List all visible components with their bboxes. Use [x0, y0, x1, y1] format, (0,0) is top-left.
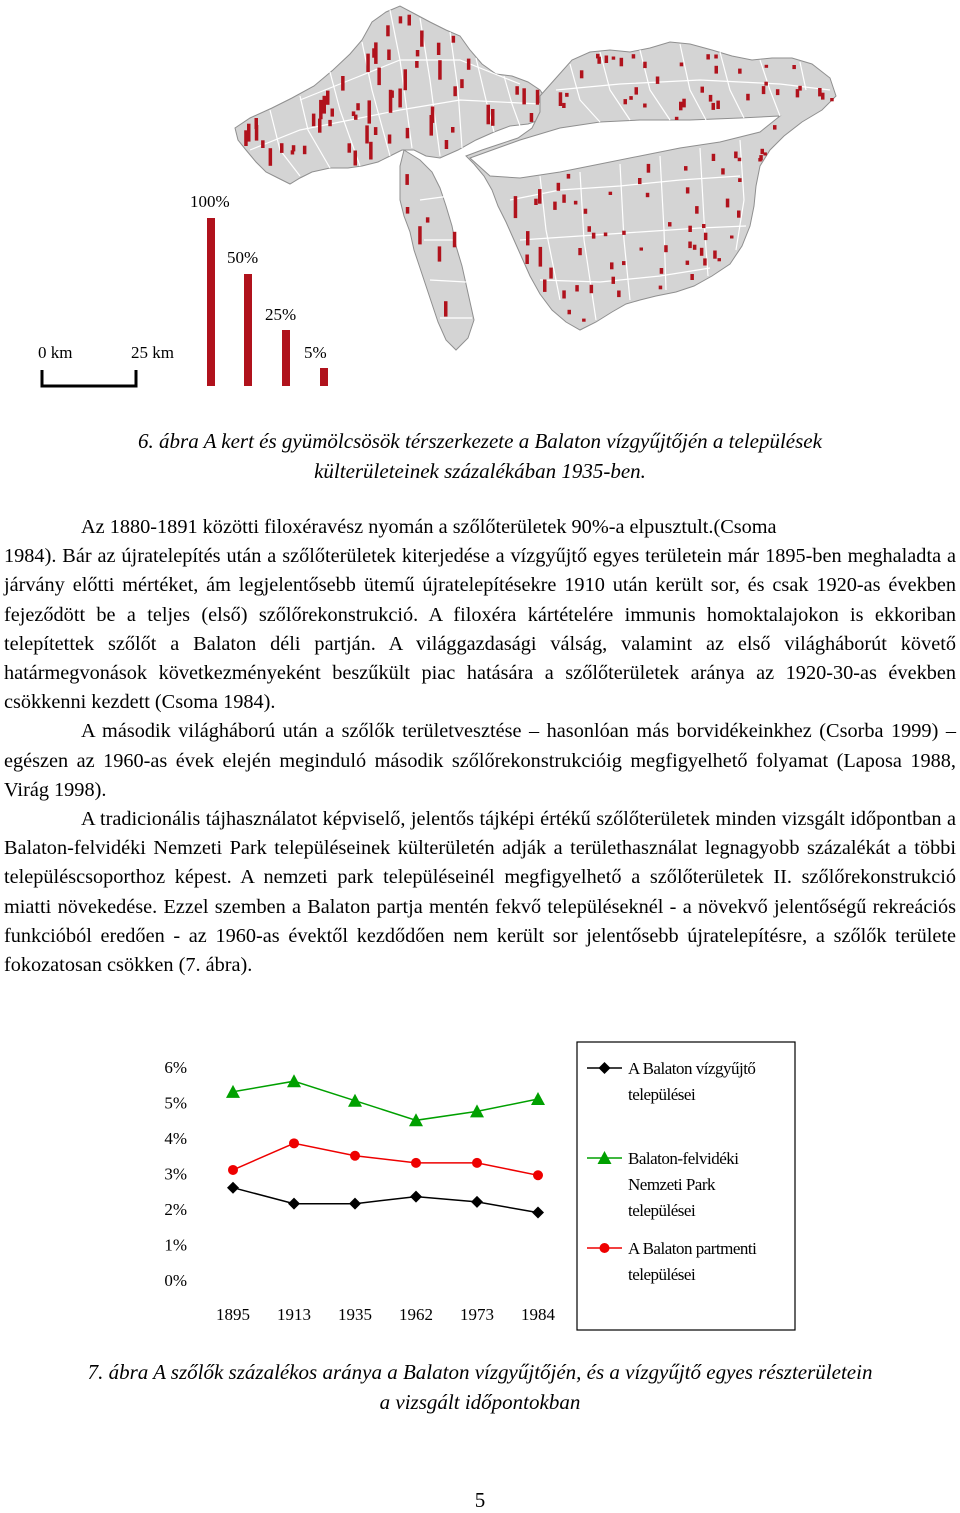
legend-label: települései [628, 1201, 696, 1220]
data-point-circle [472, 1158, 482, 1168]
map-vineyard-bar [326, 91, 330, 105]
map-vineyard-bar [596, 54, 600, 59]
y-tick-label: 3% [164, 1164, 187, 1184]
map-vineyard-bar [617, 291, 621, 298]
map-vineyard-bar [451, 127, 455, 133]
map-vineyard-bar [659, 286, 663, 290]
map-vineyard-bar [559, 92, 563, 106]
map-vineyard-bar [620, 58, 624, 67]
map-vineyard-bar [609, 192, 613, 195]
map-vineyard-bar [269, 148, 273, 166]
data-point-circle [228, 1165, 238, 1175]
map-legend [38, 192, 328, 386]
map-vineyard-bar [695, 206, 699, 214]
map-vineyard-bar [567, 174, 571, 179]
map-vineyard-bar [578, 248, 582, 255]
map-vineyard-bar [765, 65, 769, 68]
figure-7-caption-line-1: 7. ábra A szőlők százalékos aránya a Balaton vízgyűjtőjén, és a vízgyűjtő egyes részterületein [87, 1360, 873, 1384]
map-vineyard-bar [431, 107, 435, 123]
map-vineyard-bar [416, 50, 420, 56]
map-vineyard-bar [746, 94, 750, 101]
map-vineyard-bar [377, 68, 381, 86]
map-vineyard-bar [562, 290, 566, 298]
map-vineyard-bar [682, 99, 686, 108]
map-vineyard-bar [386, 25, 390, 36]
x-tick-label: 1935 [338, 1305, 372, 1324]
map-vineyard-bar [643, 62, 647, 68]
map-vineyard-bar [525, 255, 529, 265]
map-vineyard-bar [582, 319, 586, 322]
map-vineyard-bar [701, 87, 705, 93]
map-vineyard-bar [675, 117, 679, 120]
data-point-diamond [410, 1191, 422, 1203]
map-vineyard-bar [565, 93, 569, 97]
legend-label: települései [628, 1265, 696, 1284]
map-vineyard-bar [399, 16, 403, 23]
map-vineyard-bar [604, 233, 608, 237]
map-vineyard-bar [712, 154, 716, 161]
chart-axes [164, 1058, 555, 1324]
map-vineyard-bar [453, 86, 457, 96]
map-vineyard-bar [319, 100, 323, 119]
map-vineyard-bar [776, 89, 780, 95]
map-vineyard-bar [387, 50, 391, 61]
map-vineyard-bar [737, 211, 741, 218]
map-vineyard-bar [773, 125, 777, 130]
map-vineyard-bar [522, 88, 526, 104]
map-vineyard-bar [562, 195, 566, 203]
map-vineyard-bar [690, 274, 694, 280]
map-vineyard-bar [622, 261, 626, 265]
map-vineyard-bar [643, 104, 647, 108]
data-point-diamond [288, 1198, 300, 1210]
map-vineyard-bar [372, 48, 376, 57]
legend-label: Balaton-felvidéki [628, 1149, 739, 1168]
figure-6-caption-line-1: 6. ábra A kert és gyümölcsösök térszerkezete a Balaton vízgyűjtőjén a települések [138, 429, 822, 453]
map-vineyard-bar [453, 232, 457, 248]
map-vineyard-bar [418, 226, 422, 244]
map-vineyard-bar [638, 178, 642, 184]
map-vineyard-bar [622, 231, 626, 235]
map-vineyard-bar [318, 119, 322, 133]
map-vineyard-bar [610, 262, 614, 269]
data-point-circle [350, 1151, 360, 1161]
map-vineyard-bar [702, 224, 706, 228]
map-vineyard-bar [255, 125, 258, 141]
map-vineyard-bar [247, 124, 251, 142]
map-vineyard-bar [538, 189, 542, 204]
map-vineyard-bar [679, 102, 683, 111]
body-text [4, 513, 956, 980]
map-vineyard-bar [580, 70, 584, 78]
map-vineyard-bar [365, 125, 369, 143]
map-vineyard-bar [515, 86, 519, 95]
y-tick-label: 6% [164, 1058, 187, 1077]
data-point-diamond [532, 1207, 544, 1219]
figure-6-map [0, 0, 960, 400]
map-vineyard-bar [467, 59, 471, 70]
paragraph-1-first-line: Az 1880-1891 közötti filoxéravész nyomán a szőlőterületek 90%-a elpusztult.(Csoma [81, 516, 777, 538]
data-point-diamond [599, 1062, 611, 1074]
map-vineyard-bar [405, 174, 409, 185]
map-vineyard-bar [354, 115, 358, 120]
map-vineyard-bar [261, 140, 265, 148]
map-vineyard-bar [738, 158, 742, 162]
map-vineyard-bar [390, 91, 394, 98]
chart-legend [587, 1059, 757, 1284]
map-vineyard-bar [684, 166, 688, 171]
map-vineyard-bar [762, 86, 766, 94]
data-point-diamond [227, 1182, 239, 1194]
series-line [233, 1143, 538, 1175]
map-vineyard-bar [612, 57, 616, 60]
paragraph-3: A tradicionális tájhasználatot képviselő, jelentős tájképi értékű szőlőterületek minden vizsgált időpontban a Balaton-felvidéki Nemzeti Park településeinek külterületén adják a területhasználat legnagyobb százalékát a többi településcsoporthoz képest. A nemzeti park településeinél megfigyelhető a szőlőterületek II. szőlőrekonstrukció miatti növekedése. Ezzel szemben a Balaton partja mentén fekvő településeknél - a növekvő jelentőségű rekreációs funkcióból eredően - az 1960-as évektől kezdődően nem került sor jelentősebb újratelepítésre, a szőlők területe fokozatosan csökken (7. ábra). [4, 808, 956, 977]
map-vineyard-bar [575, 285, 579, 291]
y-tick-label: 2% [164, 1200, 187, 1219]
map-vineyard-bar [374, 127, 378, 135]
map-vineyard-bar [549, 268, 553, 279]
map-vineyard-bar [368, 100, 372, 123]
legend-label-100: 100% [190, 192, 230, 211]
map-region-west [400, 150, 474, 350]
map-vineyard-bar [647, 164, 651, 173]
map-vineyard-bar [438, 60, 442, 79]
scale-start-label: 0 km [38, 343, 73, 362]
map-vineyard-bar [709, 95, 713, 102]
legend-bar-50 [244, 274, 252, 386]
map-vineyard-bar [426, 217, 430, 222]
map-vineyard-bar [312, 114, 316, 127]
figure-6-caption-line-2: külterületeinek százalékában 1935-ben. [314, 459, 646, 483]
data-point-circle [600, 1243, 610, 1253]
y-tick-label: 5% [164, 1093, 187, 1113]
map-vineyard-bar [718, 258, 722, 261]
map-vineyard-bar [444, 301, 448, 316]
map-vineyard-bar [369, 142, 373, 160]
map-vineyard-bar [714, 55, 718, 59]
map-vineyard-bar [632, 54, 636, 58]
map-vineyard-bar [726, 199, 730, 208]
map-vineyard-bar [664, 245, 668, 252]
map-vineyard-bar [646, 193, 650, 197]
map-vineyard-bar [530, 113, 534, 122]
legend-label-25: 25% [265, 305, 297, 324]
map-vineyard-bar [763, 152, 767, 155]
map-vineyard-bar [629, 96, 633, 100]
map-vineyard-bar [798, 86, 802, 91]
map-vineyard-bar [688, 226, 692, 232]
map-vineyard-bar [738, 69, 742, 74]
legend-bar-5 [320, 368, 328, 386]
x-tick-label: 1895 [216, 1305, 250, 1324]
legend-bar-100 [207, 218, 215, 386]
map-vineyard-bar [830, 98, 834, 101]
map-vineyard-bar [693, 245, 697, 250]
map-vineyard-bar [668, 222, 672, 226]
x-tick-label: 1913 [277, 1305, 311, 1324]
map-vineyard-bar [303, 146, 307, 155]
data-point-diamond [471, 1196, 483, 1208]
legend-bar-25 [282, 330, 290, 386]
map-vineyard-bar [406, 128, 410, 138]
map-vineyard-bar [680, 63, 684, 67]
map-vineyard-bar [821, 93, 825, 100]
map-vineyard-bar [660, 268, 664, 274]
map-vineyard-bar [759, 155, 763, 160]
map-vineyard-bar [452, 36, 456, 43]
paragraph-1-rest: 1984). Bár az újratelepítés után a szőlőterületek kiterjedése a vízgyűjtő egyes területein már 1895-ben meghaladta a járvány előtti mértéket, ám legjelentősebb ütemű újratelepítésekre 1910 után került sor, és csak 1920-as években fejeződött be a teljes (első) szőlőrekonstrukció. A filoxéra kártételére immunis homoktalajokon is ekkoriban telepítettek szőlőt a Balaton déli partján. A világgazdasági válság, valamint az első világháborút követő határmegvonások következményeként beszűkült piac hatására a szőlőterületek aránya az 1920-30-as években csökkenni kezdett (Csoma 1984). [4, 545, 956, 714]
map-vineyard-bar [716, 101, 720, 109]
map-vineyard-bar [686, 261, 690, 265]
map-vineyard-bar [792, 65, 796, 69]
paragraph-2: A második világháború után a szőlők területvesztése – hasonlóan más borvidékeinkhez (Csorba 1999) – egészen az 1960-as évek elején meginduló második szőlőrekonstrukcióig megfigyelhető folyamat (Laposa 1988, Virág 1998). [4, 720, 956, 801]
data-point-triangle [287, 1074, 301, 1087]
map-vineyard-bar [605, 56, 609, 64]
map-vineyard-bar [640, 248, 644, 251]
legend-label: települései [628, 1085, 696, 1104]
map-vineyard-bar [404, 69, 408, 90]
map-vineyard-bar [438, 246, 442, 261]
map-vineyard-bar [624, 99, 628, 104]
map-vineyard-bar [331, 109, 335, 117]
legend-label: Nemzeti Park [628, 1175, 715, 1194]
map-vineyard-bar [588, 226, 592, 232]
map-vineyard-bar [715, 66, 719, 74]
y-tick-label: 4% [164, 1129, 187, 1148]
map-vineyard-bar [415, 61, 419, 68]
map-vineyard-bar [562, 103, 566, 108]
data-point-circle [289, 1138, 299, 1148]
map-vineyard-bar [323, 96, 327, 114]
map-vineyard-bar [721, 168, 725, 174]
map-vineyard-bar [406, 207, 410, 214]
map-vineyard-bar [445, 140, 449, 149]
map-vineyard-bar [491, 109, 495, 126]
map-vineyard-bar [568, 310, 572, 315]
map-vineyard-bar [437, 43, 441, 55]
map-vineyard-bar [704, 233, 708, 240]
map-vineyard-bar [764, 82, 768, 86]
map-vineyard-bar [356, 103, 360, 110]
data-point-triangle [531, 1092, 545, 1105]
legend-label-50: 50% [227, 248, 259, 267]
map-vineyard-bar [280, 143, 284, 153]
map-vineyard-bar [398, 89, 402, 108]
y-tick-label: 0% [164, 1271, 187, 1290]
map-vineyard-bar [700, 248, 704, 256]
legend-label-5: 5% [304, 343, 327, 362]
map-vineyard-bar [734, 152, 738, 159]
map-vineyard-bar [612, 277, 616, 284]
map-vineyard-bar [635, 87, 639, 94]
map-vineyard-bar [420, 31, 424, 47]
map-vineyard-bar [348, 143, 352, 152]
map-vineyard-bar [388, 135, 392, 144]
series-line [233, 1188, 538, 1213]
map-vineyard-bar [712, 103, 716, 110]
map-vineyard-bar [536, 90, 540, 105]
figure-7-caption-line-2: a vizsgált időpontokban [379, 1390, 581, 1414]
x-tick-label: 1973 [460, 1305, 494, 1324]
data-point-circle [533, 1170, 543, 1180]
map-vineyard-bar [703, 258, 707, 265]
map-vineyard-bar [354, 151, 358, 166]
map-vineyard-bar [730, 236, 734, 239]
figure-7-chart [140, 1040, 800, 1340]
map-vineyard-bar [460, 79, 464, 88]
map-vineyard-bar [539, 247, 543, 267]
figure-6-caption [0, 426, 960, 486]
y-tick-label: 1% [164, 1235, 187, 1255]
map-vineyard-bar [584, 209, 588, 214]
map-vineyard-bar [408, 15, 412, 26]
map-vineyard-bar [341, 76, 345, 91]
map-vineyard-bar [686, 187, 690, 193]
map-vineyard-bar [487, 105, 491, 125]
legend-label: A Balaton vízgyűjtő [628, 1059, 756, 1078]
map-vineyard-bar [543, 280, 547, 292]
map-vineyard-bar [656, 77, 660, 84]
map-vineyard-bar [574, 201, 578, 205]
map-vineyard-bar [328, 120, 332, 126]
figure-7-caption [0, 1357, 960, 1417]
x-tick-label: 1962 [399, 1305, 433, 1324]
map-vineyard-bar [713, 251, 717, 259]
map-vineyard-bar [592, 233, 596, 239]
data-point-diamond [349, 1198, 361, 1210]
map-vineyard-bar [553, 202, 557, 210]
data-point-circle [411, 1158, 421, 1168]
page-number: 5 [474, 1488, 486, 1512]
map-vineyard-bar [590, 285, 594, 293]
scale-bar [42, 370, 136, 386]
map-vineyard-bar [526, 231, 530, 245]
map-vineyard-bar [738, 178, 742, 182]
chart-series [226, 1074, 545, 1218]
data-point-triangle [348, 1094, 362, 1107]
map-vineyard-bar [366, 54, 370, 73]
legend-label: A Balaton partmenti [628, 1239, 757, 1258]
map-vineyard-bar [706, 54, 710, 59]
scale-end-label: 25 km [131, 343, 174, 362]
map-vineyard-bar [514, 196, 518, 218]
paragraph-1 [4, 513, 956, 717]
map-vineyard-bar [557, 183, 561, 191]
x-tick-label: 1984 [521, 1305, 555, 1324]
map-vineyard-bar [291, 150, 295, 154]
series-line [233, 1081, 538, 1120]
map-vineyard-bar [534, 199, 538, 205]
map-vineyard-bar [688, 242, 692, 249]
catchment-map [235, 6, 836, 350]
